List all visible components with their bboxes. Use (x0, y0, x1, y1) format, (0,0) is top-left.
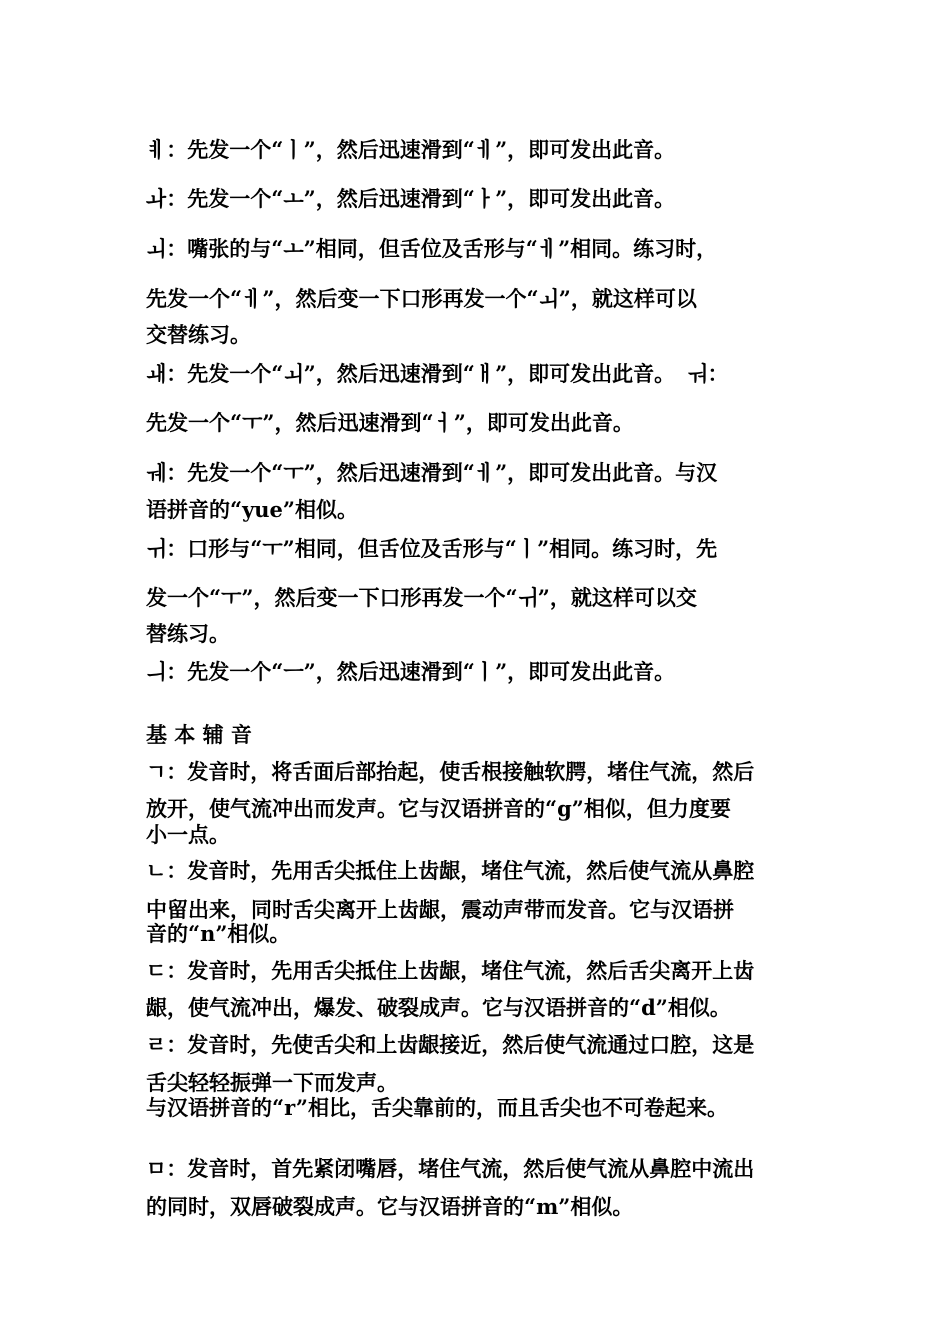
consonant-line-5: 中留出来，同时舌尖离开上齿龈，震动声带而发音。它与汉语拼 (146, 897, 734, 922)
consonant-line-8: 龈，使气流冲出，爆发、破裂成声。它与汉语拼音的“d”相似。 (146, 995, 731, 1020)
section-heading: 基 本 辅 音 (146, 722, 252, 747)
consonant-line-10: 舌尖轻轻振弹一下而发声。 (146, 1070, 398, 1095)
vowel-line-6 (146, 361, 728, 387)
vowel-line-9: 语拼音的“yue”相似。 (146, 497, 358, 522)
vowel-line-13: ㅢ：先发一个“ㅡ”，然后迅速滑到“ㅣ”，即可发出此音。 (146, 659, 676, 684)
consonant-line-12: ㅁ：发音时，首先紧闭嘴唇，堵住气流，然后使气流从鼻腔中流出 (146, 1156, 755, 1181)
vowel-line-4: 先发一个“ㅔ”，然后变一下口形再发一个“ㅚ”，就这样可以 (146, 286, 697, 311)
vowel-line-7: 先发一个“ㅜ”，然后迅速滑到“ㅓ”，即可发出此音。 (146, 410, 634, 435)
consonant-line-3: 小一点。 (146, 822, 230, 847)
consonant-line-2: 放开，使气流冲出而发声。它与汉语拼音的“g”相似，但力度要 (146, 796, 731, 821)
consonant-line-9: ㄹ：发音时，先使舌尖和上齿龈接近，然后使气流通过口腔，这是 (146, 1032, 755, 1057)
vowel-line-3: ㅚ：嘴张的与“ㅗ”相同，但舌位及舌形与“ㅔ”相同。练习时， (146, 236, 718, 261)
vowel-line-12: 替练习。 (146, 621, 230, 646)
vowel-line-11: 发一个“ㅜ”，然后变一下口形再发一个“ㅟ”，就这样可以交 (146, 585, 697, 610)
vowel-line-10: ㅟ：口形与“ㅜ”相同，但舌位及舌形与“ㅣ”相同。练习时，先 (146, 536, 718, 561)
consonant-line-4: ㄴ：发音时，先用舌尖抵住上齿龈，堵住气流，然后使气流从鼻腔 (146, 858, 755, 883)
consonant-line-11: 与汉语拼音的“r”相比，舌尖靠前的，而且舌尖也不可卷起来。 (146, 1095, 728, 1120)
consonant-line-1: ㄱ：发音时，将舌面后部抬起，使舌根接触软腭，堵住气流，然后 (146, 759, 755, 784)
vowel-line-8: ㅞ：先发一个“ㅜ”，然后迅速滑到“ㅔ”，即可发出此音。与汉 (146, 460, 718, 485)
vowel-line-6-text: ㅙ：先发一个“ㅚ”，然后迅速滑到“ㅐ”，即可发出此音。 (146, 361, 676, 386)
consonant-line-6: 音的“n”相似。 (146, 921, 291, 946)
vowel-line-1: ㅖ：先发一个“ㅣ”，然后迅速滑到“ㅔ”，即可发出此音。 (146, 137, 676, 162)
consonant-line-13: 的同时，双唇破裂成声。它与汉语拼音的“m”相似。 (146, 1194, 634, 1219)
vowel-line-6-trailing: ㅝ： (687, 361, 729, 386)
vowel-line-5: 交替练习。 (146, 322, 251, 347)
vowel-line-2: ㅘ：先发一个“ㅗ”，然后迅速滑到“ㅏ”，即可发出此音。 (146, 186, 676, 211)
consonant-line-7: ㄷ：发音时，先用舌尖抵住上齿龈，堵住气流，然后舌尖离开上齿 (146, 958, 755, 983)
